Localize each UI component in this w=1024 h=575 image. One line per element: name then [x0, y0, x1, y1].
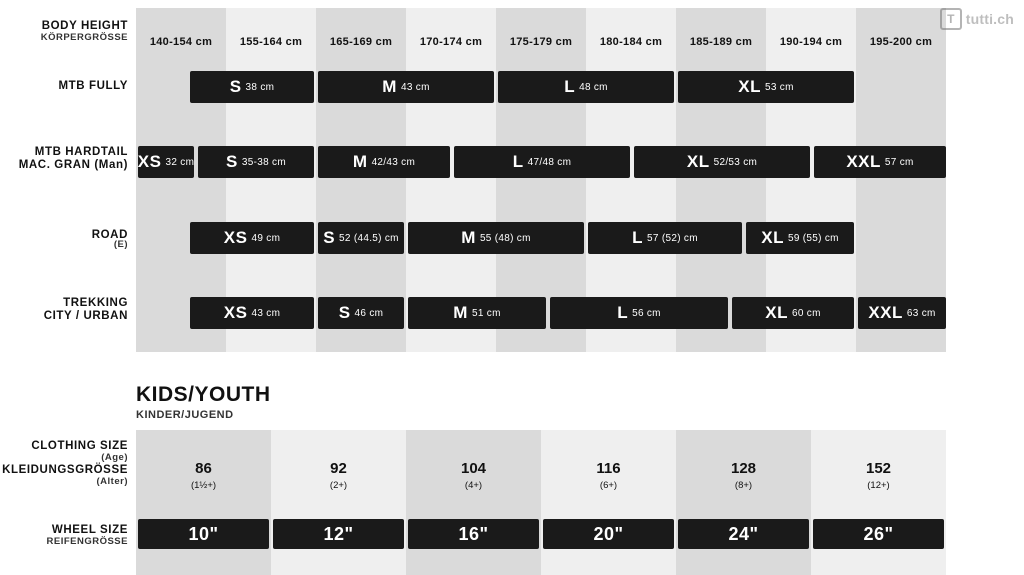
header-column: 155-164 cm: [239, 36, 303, 48]
size-letter: L: [564, 77, 576, 96]
clothing-label-de: KLEIDUNGSGRÖSSE: [2, 464, 128, 477]
size-letter: XL: [738, 77, 761, 96]
clothing-size-value: 86: [195, 459, 212, 477]
header-column: 140-154 cm: [149, 36, 213, 48]
header-column: 190-194 cm: [779, 36, 843, 48]
size-letter: M: [461, 228, 476, 247]
size-detail: 47/48 cm: [527, 156, 572, 168]
watermark-logo-icon: T: [940, 8, 962, 30]
size-letter: XXL: [846, 152, 881, 171]
size-bar: [198, 146, 314, 178]
clothing-size-cell: [676, 445, 811, 505]
size-bar: [634, 146, 810, 178]
size-bar: [190, 297, 314, 329]
clothing-size-value: 104: [460, 459, 487, 477]
header-column: 195-200 cm: [869, 36, 933, 48]
size-bar: [550, 297, 728, 329]
size-letter: S: [226, 152, 238, 171]
kids-subtitle: KINDER/JUGEND: [136, 409, 234, 421]
size-bar: [498, 71, 674, 103]
header-label-de: KÖRPERGRÖSSE: [40, 32, 128, 44]
clothing-size-cell: [541, 445, 676, 505]
size-detail: 49 cm: [251, 232, 281, 244]
clothing-size-cell: [811, 445, 946, 505]
size-letter: L: [632, 228, 644, 247]
clothing-size-age: (1½+): [190, 479, 217, 491]
row-label-road-sub: [0, 240, 128, 251]
wheel-size-bar: 26": [813, 519, 944, 549]
wheel-size-bar: 16": [408, 519, 539, 549]
size-detail: 52/53 cm: [713, 156, 758, 168]
size-detail: 57 cm: [884, 156, 914, 168]
header-row-label: [0, 20, 128, 44]
size-detail: 48 cm: [579, 81, 608, 93]
size-letter: S: [229, 77, 242, 96]
clothing-size-age: (8+): [734, 479, 753, 491]
size-letter: XS: [223, 228, 248, 247]
row-label-line2: (E): [113, 239, 128, 250]
clothing-size-value: 92: [330, 459, 347, 477]
row-label-line1: TREKKING: [63, 297, 128, 309]
kids-title-block: [136, 383, 271, 421]
header-column: 165-169 cm: [329, 36, 393, 48]
size-detail: 53 cm: [765, 81, 794, 93]
row-label-clothing-size: [0, 440, 128, 488]
size-letter: XS: [137, 152, 162, 171]
clothing-size-value: 152: [865, 459, 892, 477]
size-detail: 63 cm: [906, 307, 936, 319]
size-letter: M: [382, 77, 397, 96]
clothing-label-en-sub: (Age): [101, 452, 128, 464]
size-bar: [746, 222, 854, 254]
wheel-label-en: WHEEL SIZE: [51, 524, 128, 536]
size-bar: [678, 71, 854, 103]
size-letter: M: [453, 303, 468, 322]
size-bar: [408, 297, 546, 329]
size-letter: M: [352, 152, 368, 171]
size-letter: XS: [223, 303, 248, 322]
size-detail: 57 (52) cm: [647, 232, 698, 244]
size-letter: S: [338, 303, 351, 322]
clothing-size-cell: [136, 445, 271, 505]
clothing-label-de-sub: (Alter): [96, 476, 128, 488]
clothing-label-en: CLOTHING SIZE: [31, 440, 128, 452]
size-detail: 56 cm: [632, 307, 661, 319]
clothing-size-value: 116: [596, 459, 621, 477]
clothing-size-cell: [406, 445, 541, 505]
row-label-wheel-size: [0, 524, 128, 548]
size-letter: L: [617, 303, 629, 322]
size-bar: [454, 146, 630, 178]
size-detail: 60 cm: [792, 307, 821, 319]
header-label-en: BODY HEIGHT: [41, 20, 128, 32]
size-detail: 46 cm: [354, 307, 384, 319]
wheel-size-bar: 10": [138, 519, 269, 549]
size-letter: XL: [686, 152, 710, 171]
size-bar: [190, 222, 314, 254]
clothing-size-age: (6+): [599, 479, 618, 491]
size-bar: [318, 146, 450, 178]
size-detail: 51 cm: [471, 307, 501, 319]
row-label-line2: MAC. GRAN (Man): [18, 159, 128, 172]
row-label-line1: ROAD: [91, 229, 128, 241]
size-letter: S: [323, 228, 336, 247]
clothing-size-age: (12+): [867, 479, 890, 491]
clothing-size-age: (2+): [329, 479, 348, 491]
size-bar: [732, 297, 854, 329]
size-bar: [408, 222, 584, 254]
size-detail: 55 (48) cm: [479, 232, 531, 244]
watermark-text: tutti.ch: [965, 11, 1014, 27]
row-label-line1: MTB HARDTAIL: [34, 146, 128, 158]
size-bar: [318, 222, 404, 254]
row-label-trekking: [0, 297, 128, 323]
size-detail: 52 (44.5) cm: [339, 232, 399, 244]
wheel-size-bar: 12": [273, 519, 404, 549]
size-bar: [190, 71, 314, 103]
clothing-size-value: 128: [730, 459, 757, 477]
size-bar: [318, 71, 494, 103]
size-detail: 35-38 cm: [241, 156, 286, 168]
size-letter: XXL: [868, 303, 903, 322]
header-column: 180-184 cm: [599, 36, 663, 48]
wheel-size-bar: 24": [678, 519, 809, 549]
clothing-size-cell: [271, 445, 406, 505]
size-bar: [588, 222, 742, 254]
size-letter: L: [512, 152, 524, 171]
header-column: 175-179 cm: [509, 36, 573, 48]
size-detail: 32 cm: [165, 156, 195, 168]
kids-title: KIDS/YOUTH: [136, 383, 271, 406]
wheel-label-de: REIFENGRÖSSE: [46, 536, 128, 548]
size-bar: [138, 146, 194, 178]
size-detail: 59 (55) cm: [787, 232, 839, 244]
row-label-mtb-hardtail: [0, 146, 128, 172]
clothing-size-age: (4+): [464, 479, 483, 491]
size-detail: 43 cm: [400, 81, 430, 93]
header-column: 170-174 cm: [419, 36, 483, 48]
size-detail: 38 cm: [245, 81, 275, 93]
header-column: 185-189 cm: [689, 36, 753, 48]
size-letter: XL: [765, 303, 788, 322]
row-label-mtb-fully: [0, 80, 128, 93]
wheel-size-bar: 20": [543, 519, 674, 549]
size-bar: [318, 297, 404, 329]
size-detail: 43 cm: [251, 307, 281, 319]
watermark: [940, 8, 1014, 30]
size-detail: 42/43 cm: [371, 156, 416, 168]
row-label-line1: MTB FULLY: [58, 80, 128, 92]
size-bar: [814, 146, 946, 178]
size-letter: XL: [761, 228, 784, 247]
row-label-line2: CITY / URBAN: [43, 310, 128, 323]
size-bar: [858, 297, 946, 329]
